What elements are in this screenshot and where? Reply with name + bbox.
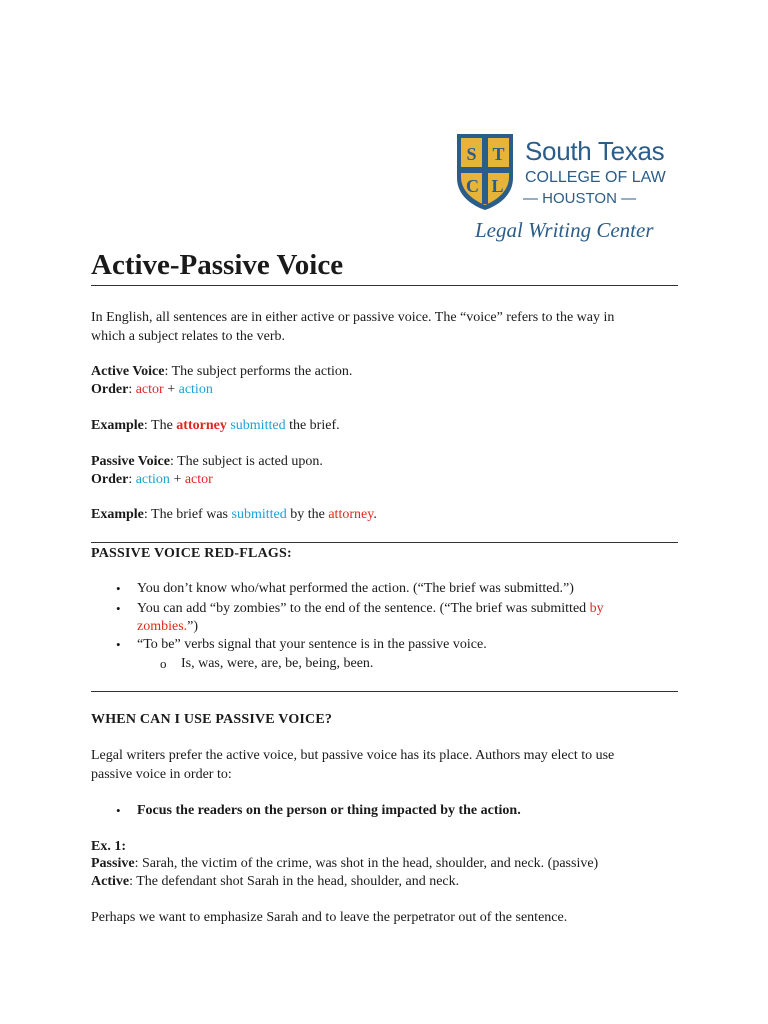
passive-example-action: submitted [231,507,287,522]
passive-example-actor: attorney [328,507,374,522]
passive-definition [91,453,323,471]
example-1-label: Ex. 1: [91,839,126,854]
bullet-marker: • [116,637,121,652]
logo-city: — HOUSTON — [523,190,637,207]
redflag-item-2-cont: zombies.”) [137,619,199,634]
passive-order-label: Order [91,472,129,487]
example-active-sentence: Active: The defendant shot Sarah in the head, shoulder, and neck. [91,874,460,889]
passive-def-text: : The subject is acted upon. [169,454,323,469]
logo-center-name: Legal Writing Center [475,218,654,242]
intro-line-1: In English, all sentences are in either active or passive voice. The “voice” refers to the way in [91,310,615,325]
shield-letter-l: L [491,176,504,196]
closing-sentence: Perhaps we want to emphasize Sarah and to leave the perpetrator out of the sentence. [91,910,568,925]
logo-subtitle: COLLEGE OF LAW [525,169,666,186]
when-para-line-1: Legal writers prefer the active voice, but passive voice has its place. Authors may elect to use [91,748,615,763]
shield-letter-s: S [466,144,477,164]
bullet-marker: • [116,803,121,818]
redflag-item-1: You don’t know who/what performed the action. (“The brief was submitted.”) [137,581,574,596]
active-example-action: submitted [230,418,286,433]
redflag-item-2: You can add “by zombies” to the end of the sentence. (“The brief was submitted by [137,601,604,616]
section-rule-2 [91,691,678,692]
shield-letter-c: C [466,176,479,196]
college-logo [451,128,679,248]
active-def-text: : The subject performs the action. [164,364,353,379]
passive-order-actor: actor [184,472,213,487]
when-para-line-2: passive voice in order to: [91,767,232,782]
section-rule-1 [91,542,678,543]
shield-icon [455,132,515,212]
active-example-actor: attorney [176,418,227,433]
intro-line-2: which a subject relates to the verb. [91,329,285,344]
focus-bullet: Focus the readers on the person or thing impacted by the action. [137,803,521,818]
redflags-heading: PASSIVE VOICE RED-FLAGS: [91,546,292,561]
active-order-label: Order [91,382,129,397]
passive-example: Example: The brief was submitted by the attorney. [91,507,377,522]
active-example: Example: The attorney submitted the brief. [91,418,340,433]
active-order: Order: actor + action [91,382,213,397]
passive-order: Order: action + actor [91,472,213,487]
active-example-label: Example [91,418,144,433]
example-passive-sentence: Passive: Sarah, the victim of the crime, was shot in the head, shoulder, and neck. (passive) [91,856,599,871]
passive-example-label: Example [91,507,144,522]
when-heading: WHEN CAN I USE PASSIVE VOICE? [91,712,333,727]
active-order-actor: actor [135,382,164,397]
to-be-verbs: Is, was, were, are, be, being, been. [181,656,374,671]
passive-order-action: action [135,472,170,487]
shield-letter-t: T [492,144,505,164]
active-label: Active Voice [91,364,165,379]
redflag-item-3: “To be” verbs signal that your sentence is in the passive voice. [137,637,487,652]
by-zombies-text: by [589,601,604,616]
logo-title: South Texas [525,136,665,166]
bullet-marker: • [116,581,121,596]
active-definition [91,363,352,381]
sub-bullet-marker: o [160,656,167,671]
passive-label: Passive Voice [91,454,170,469]
bullet-marker: • [116,601,121,616]
active-order-action: action [178,382,213,397]
title-rule [91,285,678,286]
page-title: Active-Passive Voice [91,249,344,281]
